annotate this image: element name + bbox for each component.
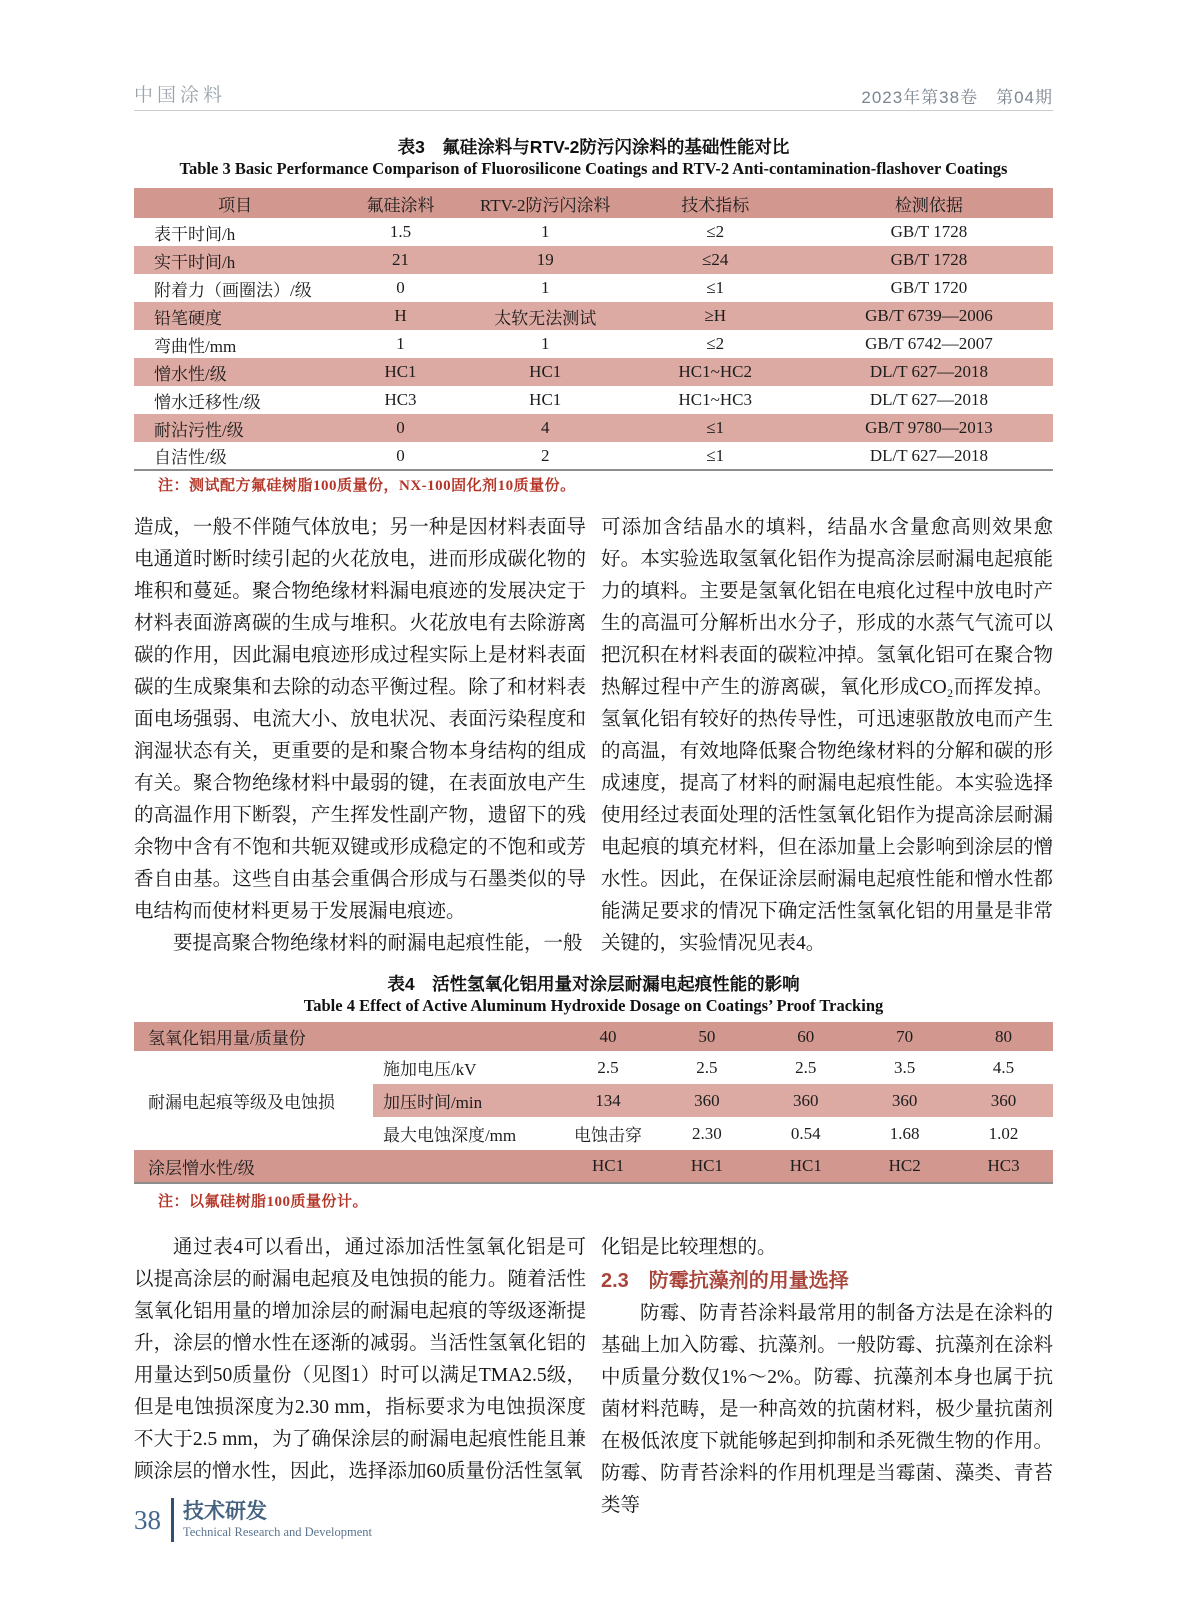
- column-header: 检测依据: [894, 195, 963, 215]
- table-cell: HC3: [384, 390, 417, 409]
- paragraph: 可添加含结晶水的填料，结晶水含量愈高则效果愈好。本实验选取氢氧化铝作为提高涂层耐漏电起痕能力的填料。主要是氢氧化铝在电痕化过程中放电时产生的高温可分解析出水分子，形成的水蒸气气流可以把沉积在材料表面的碳粒冲掉。氢氧化铝可在聚合物热解过程中产生的游离碳，氧化形成CO₂而挥发掉。氢氧化铝有较好的热传导性，可迅速驱散放电而产生的高温，有效地降低聚合物绝缘材料的分解和碳的形成速度，提高了材料的耐漏电起痕性能。本实验选择使用经过表面处理的活性氢氧化铝作为提高涂层耐漏电起痕的填充材料，但在添加量上会影响到涂层的憎水性。因此，在保证涂层耐漏电起痕性能和憎水性都能满足要求的情况下确定活性氢氧化铝的用量是非常关键的，实验情况见表4。: [601, 517, 1053, 954]
- table-cell: HC1: [529, 362, 562, 381]
- column-header: RTV-2防污闪涂料: [479, 195, 611, 215]
- table-cell: ≤1: [706, 278, 725, 297]
- body-left-column-bottom: [134, 1232, 586, 1488]
- table-cell: 耐沾污性/级: [154, 420, 244, 440]
- table-cell: 360: [954, 1084, 1053, 1117]
- table-cell: 弯曲性/mm: [154, 336, 237, 356]
- column-header: 氟硅涂料: [366, 195, 435, 215]
- table-cell: 最大电蚀深度/mm: [382, 1126, 517, 1145]
- table4-note: 注：以氟硅树脂100质量份计。: [158, 1194, 369, 1210]
- table-row: [134, 218, 1053, 246]
- table-cell: 134: [559, 1084, 658, 1117]
- table-cell: DL/T 627—2018: [869, 390, 989, 409]
- table-cell: GB/T 6739—2006: [865, 306, 993, 325]
- table-cell: 1.68: [889, 1123, 920, 1143]
- body-left-column: [134, 512, 586, 960]
- table-cell: 0: [396, 278, 405, 297]
- table-cell: 0: [396, 445, 405, 465]
- table-cell: GB/T 9780—2013: [865, 418, 993, 437]
- table-cell: 4: [540, 418, 550, 437]
- journal-name: 中国涂料: [134, 85, 227, 106]
- body-right-column-bottom: [601, 1232, 1053, 1522]
- footer-section: [183, 1500, 372, 1541]
- table-cell: 360: [657, 1084, 756, 1117]
- table-row: [134, 302, 1053, 330]
- table-cell: ≤2: [706, 222, 725, 241]
- table-cell: 1: [540, 278, 550, 297]
- table-cell: 0.54: [790, 1123, 821, 1143]
- table4-title-en: Table 4 Effect of Active Aluminum Hydroxide Dosage on Coatings’ Proof Tracking: [303, 996, 884, 1015]
- table-cell: GB/T 1728: [890, 222, 968, 241]
- table-row: [134, 442, 1053, 470]
- table-cell: 憎水迁移性/级: [154, 392, 261, 412]
- table-cell: 附着力（画圈法）/级: [154, 280, 312, 300]
- table-cell: H: [394, 306, 407, 325]
- table-cell: HC3: [954, 1150, 1053, 1183]
- table-cell: 自洁性/级: [154, 448, 227, 467]
- table-cell: GB/T 1720: [890, 278, 968, 297]
- table-cell: 表干时间/h: [154, 224, 236, 244]
- table-row: [134, 358, 1053, 386]
- table-cell: 19: [536, 250, 554, 269]
- section-heading-2-3: 2.3 防霉抗藻剂的用量选择: [601, 1270, 849, 1292]
- column-header: 项目: [218, 195, 253, 215]
- table-cell: 0: [396, 418, 405, 437]
- table-cell: DL/T 627—2018: [869, 445, 989, 465]
- paragraph: 防霉、防青苔涂料最常用的制备方法是在涂料的基础上加入防霉、抗藻剂。一般防霉、抗藻剂在涂料中质量分数仅1%～2%。防霉、抗藻剂本身也属于抗菌材料范畴，是一种高效的抗菌材料，极少量抗菌剂在极低浓度下就能够起到抑制和杀死微生物的作用。防霉、防青苔涂料的作用机理是当霉菌、藻类、青苔类等: [601, 1303, 1053, 1516]
- table-cell: HC2: [855, 1150, 954, 1183]
- table-cell: 加压时间/min: [373, 1084, 559, 1117]
- page-number: 38: [134, 1505, 161, 1535]
- table-cell: 电蚀击穿: [574, 1126, 643, 1145]
- footer-section-cn: 技术研发: [183, 1499, 267, 1523]
- table-cell: HC1: [756, 1150, 855, 1183]
- paragraph: 通过表4可以看出，通过添加活性氢氧化铝是可以提高涂层的耐漏电起痕及电蚀损的能力。随着活性氢氧化铝用量的增加涂层的耐漏电起痕的等级逐渐提升，涂层的憎水性在逐渐的减弱。当活性氢氧化铝的用量达到50质量份（见图1）时可以满足TMA2.5级，但是电蚀损深度为2.30 mm，指标要求为电蚀损深度不大于2.5 mm，为了确保涂层的耐漏电起痕性能且兼顾涂层的憎水性，因此，选择添加60质量份活性氢氧: [134, 1237, 586, 1482]
- table-cell: 2.5: [597, 1057, 619, 1077]
- table-cell: 1: [396, 334, 405, 353]
- table-cell: 1: [540, 222, 550, 241]
- table-row: [134, 246, 1053, 274]
- table-cell: HC1~HC3: [678, 390, 752, 409]
- table-cell: ≤1: [706, 418, 725, 437]
- table-cell: 铅笔硬度: [154, 308, 222, 328]
- table3-header-row: [134, 188, 1053, 218]
- table4-dosage-effect: [134, 1022, 1053, 1184]
- table-cell: 2: [540, 445, 550, 465]
- table-cell: 2.5: [795, 1057, 817, 1077]
- table-row: [134, 330, 1053, 358]
- table-cell: HC1: [384, 362, 417, 381]
- table-cell-group-label: 耐漏电起痕等级及电蚀损: [148, 1093, 335, 1112]
- table-cell: 氢氧化铝用量/质量份: [134, 1022, 559, 1051]
- table-cell: ≤24: [702, 250, 729, 269]
- table-cell: HC1: [529, 390, 562, 409]
- paragraph: 化铝是比较理想的。: [601, 1237, 777, 1258]
- table-row: [134, 1150, 1053, 1183]
- table-cell: 1.5: [389, 222, 412, 241]
- table-cell: HC1~HC2: [678, 362, 752, 381]
- table-cell: 太软无法测试: [494, 308, 597, 328]
- table-cell: 4.5: [992, 1057, 1015, 1077]
- table-cell: 360: [756, 1084, 855, 1117]
- table-cell: 实干时间/h: [154, 252, 236, 272]
- paragraph: 要提高聚合物绝缘材料的耐漏电起痕性能，一般: [173, 933, 583, 954]
- header-rule: [134, 110, 1053, 111]
- table3-basic-performance: [134, 188, 1053, 471]
- table4-title-cn: 表4 活性氢氧化铝用量对涂层耐漏电起痕性能的影响: [387, 974, 800, 994]
- table-row: [134, 414, 1053, 442]
- table-cell: GB/T 1728: [890, 250, 968, 269]
- table-cell: 1: [540, 334, 550, 353]
- table3-title-cn: 表3 氟硅涂料与RTV-2防污闪涂料的基础性能对比: [397, 137, 790, 157]
- table-cell: 70: [855, 1022, 954, 1051]
- table-cell: 80: [954, 1022, 1053, 1051]
- table-cell: ≤1: [706, 445, 725, 465]
- paragraph: 造成，一般不伴随气体放电；另一种是因材料表面导电通道时断时续引起的火花放电，进而形成碳化物的堆积和蔓延。聚合物绝缘材料漏电痕迹的发展决定于材料表面游离碳的生成与堆积。火花放电有去除游离碳的作用，因此漏电痕迹形成过程实际上是材料表面碳的生成聚集和去除的动态平衡过程。除了和材料表面电场强弱、电流大小、放电状况、表面污染程度和润湿状态有关，更重要的是和聚合物本身结构的组成有关。聚合物绝缘材料中最弱的键，在表面放电产生的高温作用下断裂，产生挥发性副产物，遗留下的残余物中含有不饱和共轭双键或形成稳定的不饱和或芳香自由基。这些自由基会重偶合形成与石墨类似的导电结构而使材料更易于发展漏电痕迹。: [134, 517, 586, 922]
- table-cell: 3.5: [894, 1057, 916, 1077]
- table-cell: 1.02: [988, 1123, 1019, 1143]
- table-cell: HC1: [657, 1150, 756, 1183]
- issue-info: 2023年第38卷 第04期: [861, 88, 1053, 107]
- column-header: 技术指标: [681, 195, 750, 215]
- table-cell: 施加电压/kV: [382, 1060, 477, 1079]
- table-row: [134, 274, 1053, 302]
- table-cell: 涂层憎水性/级: [134, 1150, 559, 1183]
- table-cell: ≥H: [704, 306, 727, 325]
- body-right-column: [601, 512, 1053, 960]
- footer-divider: [171, 1498, 174, 1542]
- table-cell: DL/T 627—2018: [869, 362, 989, 381]
- table-cell: 60: [756, 1022, 855, 1051]
- page-footer: [134, 1498, 372, 1542]
- table-row: [134, 1051, 1053, 1084]
- table-cell: HC1: [559, 1150, 658, 1183]
- table-cell: 2.5: [696, 1057, 718, 1077]
- table-cell: 360: [855, 1084, 954, 1117]
- table-cell: 40: [559, 1022, 658, 1051]
- table4-header-row: [134, 1022, 1053, 1051]
- table-cell: 憎水性/级: [154, 364, 227, 384]
- table-cell: ≤2: [706, 334, 725, 353]
- footer-section-en: Technical Research and Development: [183, 1524, 372, 1539]
- table-cell: GB/T 6742—2007: [865, 334, 993, 353]
- table3-title-en: Table 3 Basic Performance Comparison of Fluorosilicone Coatings and RTV-2 Anti-contamination-flashover Coatings: [179, 159, 1008, 178]
- table-row: [134, 386, 1053, 414]
- table-cell: 50: [657, 1022, 756, 1051]
- table3-note: 注：测试配方氟硅树脂100质量份，NX-100固化剂10质量份。: [158, 478, 576, 494]
- table-cell: 21: [392, 250, 409, 269]
- table-cell: 2.30: [692, 1123, 722, 1143]
